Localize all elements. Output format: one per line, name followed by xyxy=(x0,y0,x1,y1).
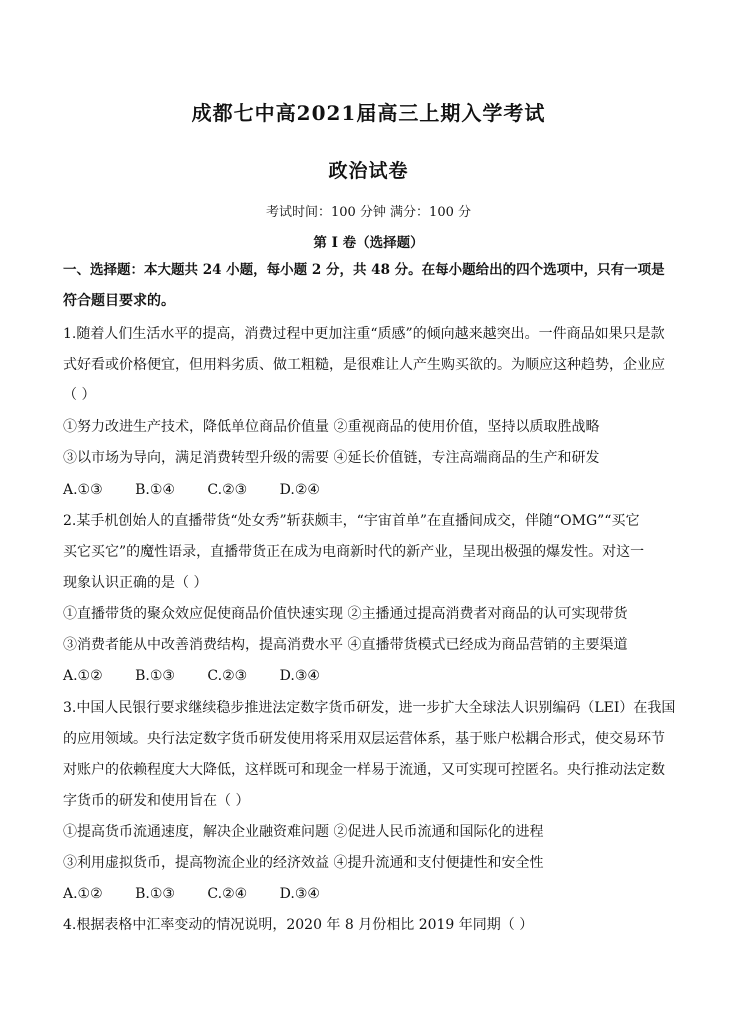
question-statement: ①提高货币流通速度，解决企业融资难问题 ②促进人民币流通和国际化的进程 xyxy=(63,824,544,840)
option-c: C.②④ xyxy=(207,886,248,902)
question-statement: ①直播带货的聚众效应促使商品价值快速实现 ②主播通过提高消费者对商品的认可实现带货 xyxy=(63,606,628,622)
exam-info: 考试时间：100 分钟 满分：100 分 xyxy=(265,205,472,220)
question-statement: ③以市场为导向，满足消费转型升级的需要 ④延长价值链，专注高端商品的生产和研发 xyxy=(63,450,600,466)
question-stem-line: 对账户的依赖程度大大降低，这样既可和现金一样易于流通，又可实现可控匿名。央行推动法定数 xyxy=(63,762,665,778)
exam-subject: 政治试卷 xyxy=(328,160,409,182)
question-stem-line: 字货币的研发和使用旨在（ ） xyxy=(63,793,250,809)
question-stem-line: 2.某手机创始人的直播带货“处女秀”斩获颇丰，“宇宙首单”在直播间成交，伴随“OMG”“买它 xyxy=(63,513,640,529)
question-stem-line: 的应用领域。央行法定数字货币研发使用将采用双层运营体系，基于账户松耦合形式，使交易环节 xyxy=(63,731,665,747)
question-statement: ①努力改进生产技术，降低单位商品价值量 ②重视商品的使用价值，坚持以质取胜战略 xyxy=(63,419,600,435)
question-statement: ③消费者能从中改善消费结构，提高消费水平 ④直播带货模式已经成为商品营销的主要渠道 xyxy=(63,637,628,653)
question-stem-line: 3.中国人民银行要求继续稳步推进法定数字货币研发，进一步扩大全球法人识别编码（LEI）在我国 xyxy=(63,700,676,716)
option-d: D.③④ xyxy=(279,886,320,902)
question-stem-line: 现象认识正确的是（ ） xyxy=(63,575,208,591)
option-d: D.③④ xyxy=(279,668,320,684)
question-stem-line: （ ） xyxy=(63,387,96,403)
option-c: C.②③ xyxy=(207,482,248,498)
question-stem-line: 1.随着人们生活水平的提高，消费过程中更加注重“质感”的倾向越来越突出。一件商品如果只是款 xyxy=(63,326,665,342)
option-b: B.①④ xyxy=(135,482,175,498)
question-stem-line: 式好看或价格便宜，但用料劣质、做工粗糙，是很难让人产生购买欲的。为顺应这种趋势，企业应 xyxy=(63,357,665,373)
section-instructions-line-2: 符合题目要求的。 xyxy=(63,293,175,309)
answer-options xyxy=(63,666,675,686)
answer-options xyxy=(63,884,675,904)
question-stem-line: 买它买它”的魔性语录，直播带货正在成为电商新时代的新产业，呈现出极强的爆发性。对这一 xyxy=(63,544,645,560)
option-b: B.①③ xyxy=(135,886,175,902)
option-a: A.①② xyxy=(63,886,103,902)
question-statement: ③利用虚拟货币，提高物流企业的经济效益 ④提升流通和支付便捷性和安全性 xyxy=(63,855,544,871)
part-heading: 第 I 卷（选择题） xyxy=(313,235,424,251)
question-stem-line: 4.根据表格中汇率变动的情况说明，2020 年 8 月份相比 2019 年同期（ ） xyxy=(63,917,534,933)
option-b: B.①③ xyxy=(135,668,175,684)
section-instructions-line-1: 一、选择题：本大题共 24 小题，每小题 2 分，共 48 分。在每小题给出的四个选项中，只有一项是 xyxy=(63,262,665,278)
option-a: A.①② xyxy=(63,668,103,684)
option-a: A.①③ xyxy=(63,482,103,498)
answer-options xyxy=(63,480,675,500)
exam-title: 成都七中高2021届高三上期入学考试 xyxy=(191,101,546,125)
option-d: D.②④ xyxy=(279,482,320,498)
option-c: C.②③ xyxy=(207,668,248,684)
